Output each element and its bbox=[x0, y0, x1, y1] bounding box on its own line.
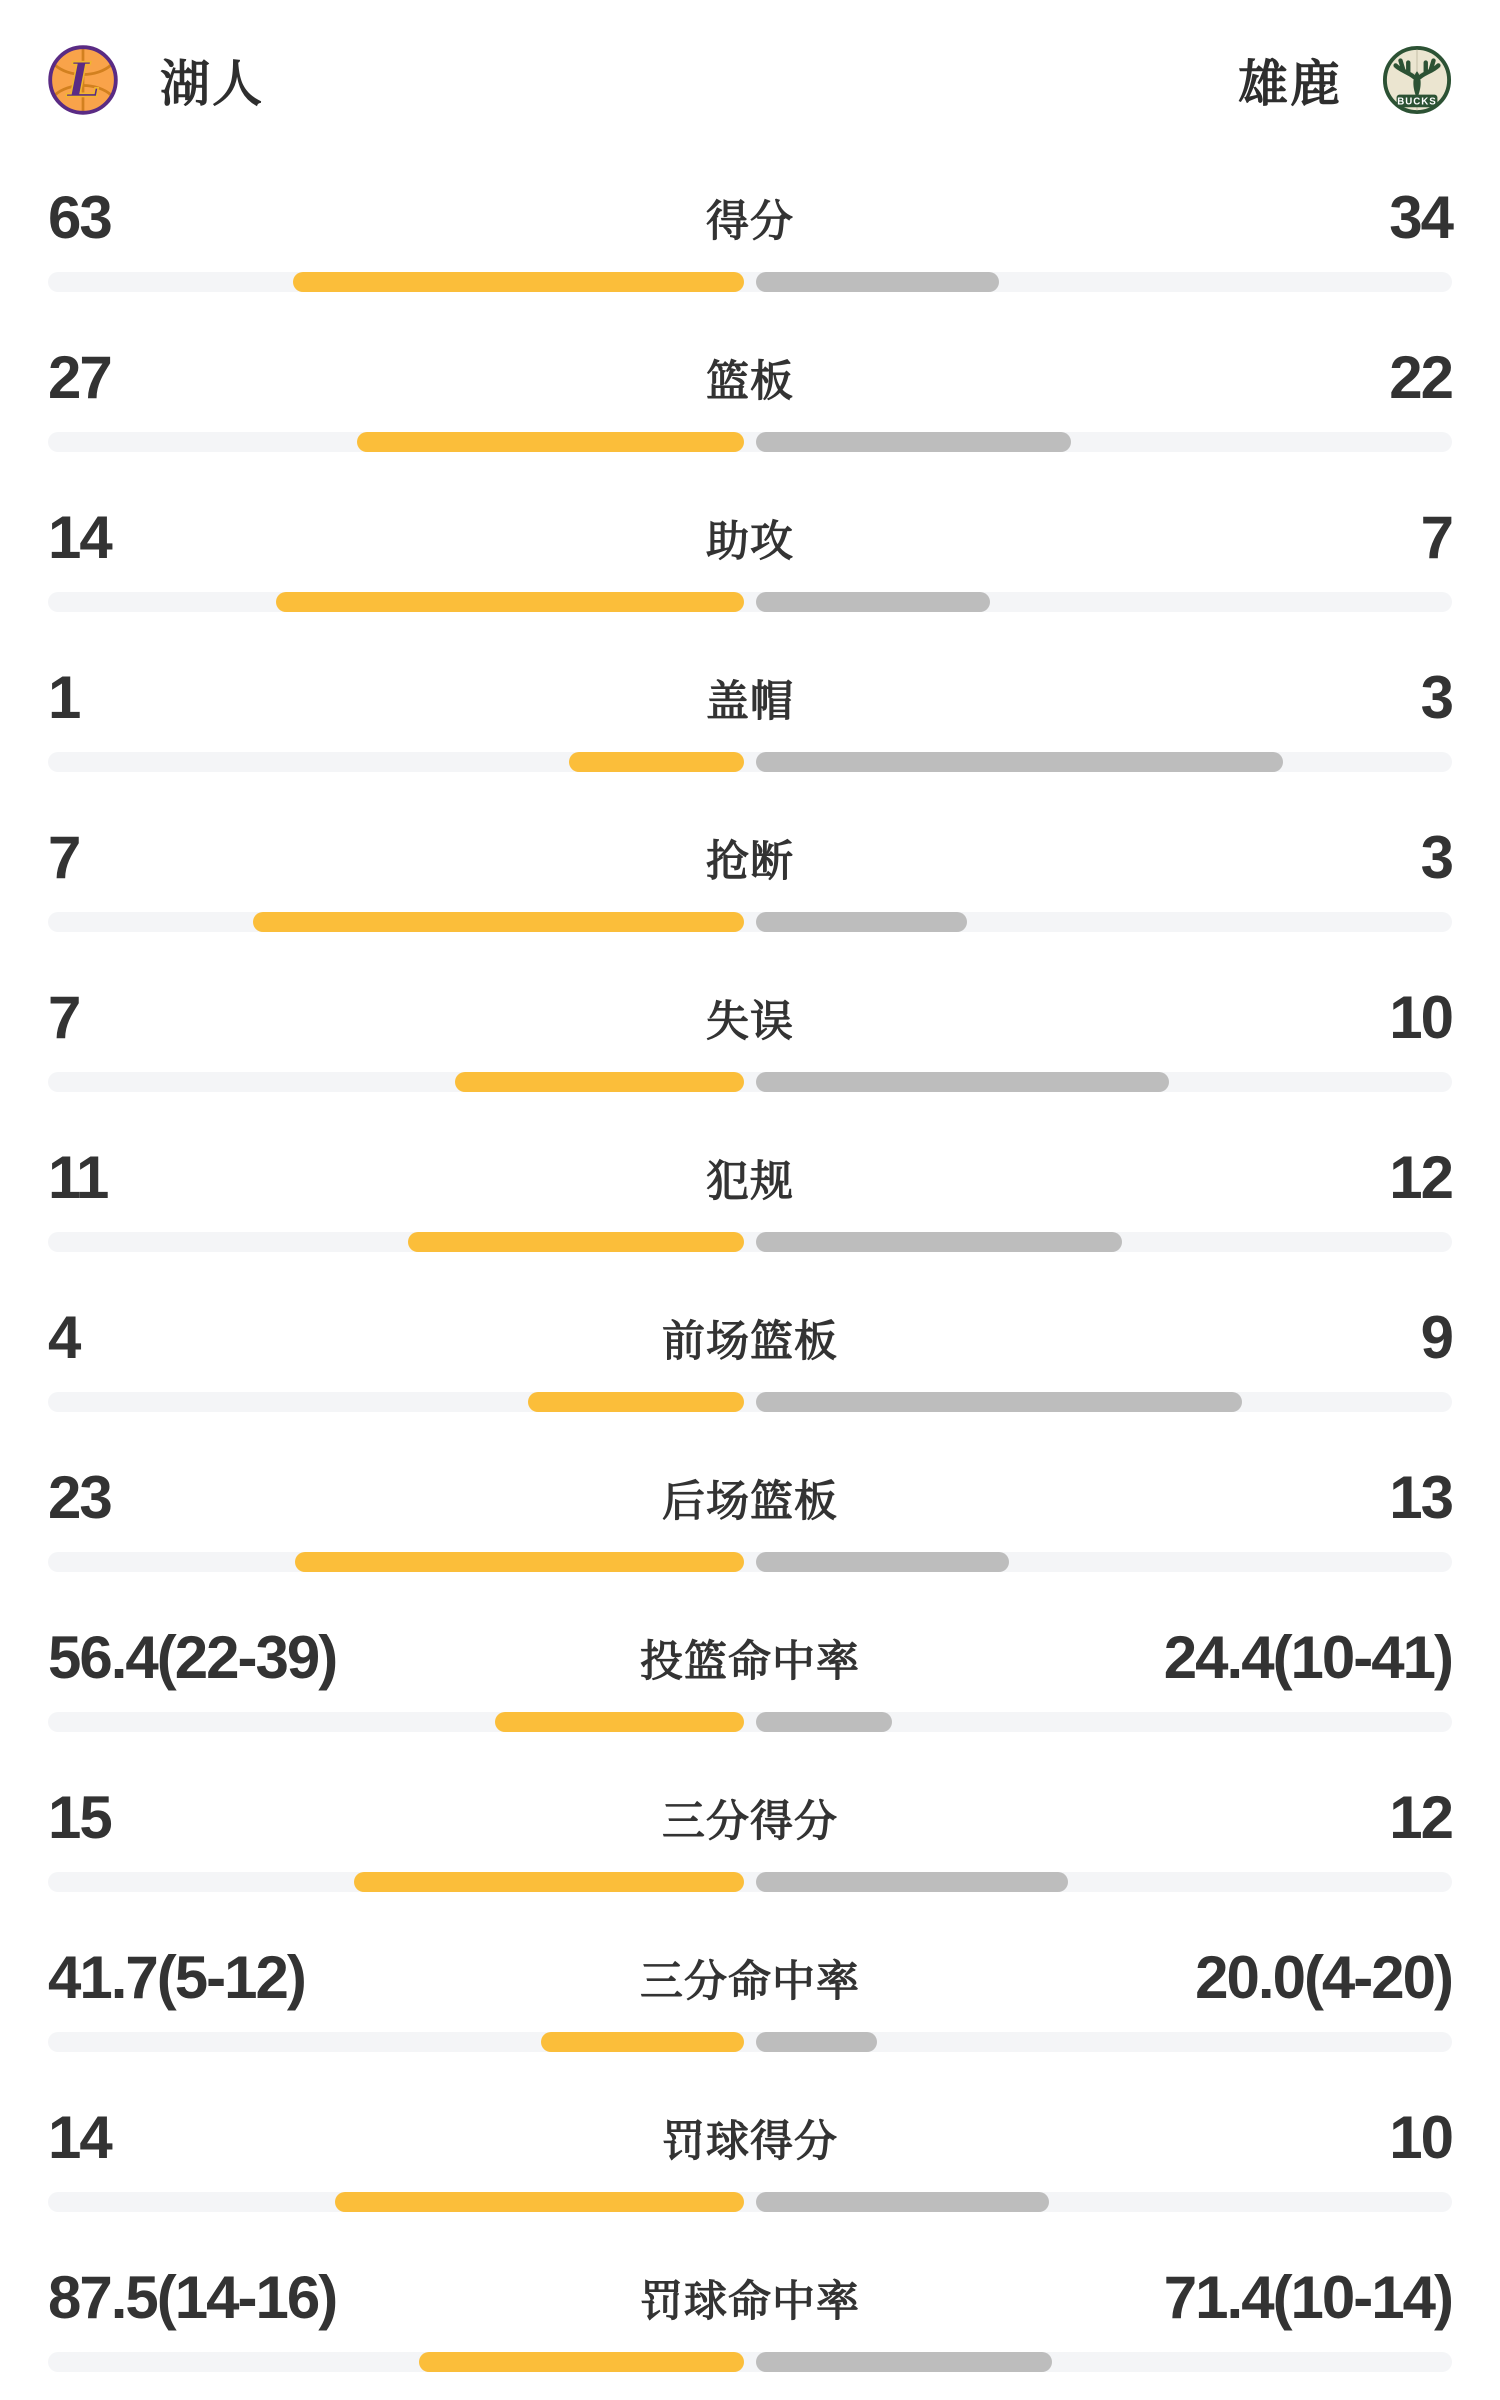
stat-label: 篮板 bbox=[706, 358, 794, 406]
stat-bar-track bbox=[48, 432, 1452, 452]
left-team-bar bbox=[295, 1552, 744, 1572]
left-team-value: 14 bbox=[48, 504, 111, 571]
left-team-bar bbox=[528, 1392, 744, 1412]
right-team-value: 7 bbox=[1420, 504, 1452, 571]
stat-label: 后场篮板 bbox=[662, 1478, 838, 1526]
stat-bar-track bbox=[48, 752, 1452, 772]
right-team-bar bbox=[756, 2032, 877, 2052]
left-team-value: 4 bbox=[48, 1304, 80, 1371]
left-team-bar bbox=[541, 2032, 744, 2052]
left-team-value: 1 bbox=[48, 664, 80, 731]
right-team-bar bbox=[756, 1872, 1068, 1892]
left-team-value: 56.4(22-39) bbox=[48, 1624, 337, 1691]
left-team-value: 14 bbox=[48, 2104, 111, 2171]
right-team-value: 20.0(4-20) bbox=[1195, 1944, 1452, 2011]
right-team-value: 10 bbox=[1389, 2104, 1452, 2171]
right-team-value: 12 bbox=[1389, 1144, 1452, 1211]
right-team-value: 22 bbox=[1389, 344, 1452, 411]
left-team-bar bbox=[354, 1872, 744, 1892]
stat-bar-track bbox=[48, 1872, 1452, 1892]
left-team-bar bbox=[455, 1072, 744, 1092]
stats-list bbox=[48, 150, 1452, 2390]
stat-label: 三分命中率 bbox=[640, 1958, 860, 2006]
right-team-bar bbox=[756, 912, 967, 932]
stat-row-points bbox=[48, 150, 1452, 310]
left-team-bar bbox=[569, 752, 745, 772]
left-team-value: 27 bbox=[48, 344, 111, 411]
left-team-value: 15 bbox=[48, 1784, 111, 1851]
stat-row-defensive-rebounds bbox=[48, 1430, 1452, 1590]
stat-row-field-goal-pct bbox=[48, 1590, 1452, 1750]
right-team-bar bbox=[756, 752, 1283, 772]
stat-row-blocks bbox=[48, 630, 1452, 790]
stat-bar-track bbox=[48, 272, 1452, 292]
stat-bar-track bbox=[48, 1552, 1452, 1572]
team-left-name: 湖人 bbox=[160, 56, 264, 112]
left-team-bar bbox=[276, 592, 744, 612]
right-team-bar bbox=[756, 1552, 1009, 1572]
header bbox=[48, 42, 1452, 118]
team-left bbox=[48, 44, 264, 116]
stat-row-three-point-points bbox=[48, 1750, 1452, 1910]
stat-bar-track bbox=[48, 2352, 1452, 2372]
right-team-value: 13 bbox=[1389, 1464, 1452, 1531]
right-team-value: 10 bbox=[1389, 984, 1452, 1051]
stat-row-fouls bbox=[48, 1110, 1452, 1270]
stat-bar-track bbox=[48, 592, 1452, 612]
team-right bbox=[1238, 44, 1452, 116]
right-team-value: 3 bbox=[1420, 664, 1452, 731]
stat-label: 罚球得分 bbox=[662, 2118, 838, 2166]
stat-label: 助攻 bbox=[706, 518, 794, 566]
right-team-bar bbox=[756, 2352, 1052, 2372]
left-team-value: 7 bbox=[48, 984, 80, 1051]
stat-label: 失误 bbox=[706, 998, 794, 1046]
svg-text:BUCKS: BUCKS bbox=[1397, 96, 1437, 108]
stat-row-rebounds bbox=[48, 310, 1452, 470]
right-team-bar bbox=[756, 1232, 1122, 1252]
stat-label: 三分得分 bbox=[662, 1798, 838, 1846]
bucks-logo-icon bbox=[1382, 45, 1452, 115]
stat-row-three-point-pct bbox=[48, 1910, 1452, 2070]
stat-label: 盖帽 bbox=[706, 678, 794, 726]
left-team-value: 7 bbox=[48, 824, 80, 891]
right-team-value: 9 bbox=[1420, 1304, 1452, 1371]
right-team-bar bbox=[756, 1392, 1242, 1412]
left-team-value: 11 bbox=[48, 1144, 108, 1211]
left-team-bar bbox=[357, 432, 744, 452]
left-team-value: 23 bbox=[48, 1464, 111, 1531]
stat-label: 得分 bbox=[706, 198, 794, 246]
stat-label: 抢断 bbox=[706, 838, 794, 886]
right-team-value: 24.4(10-41) bbox=[1163, 1624, 1452, 1691]
stat-bar-track bbox=[48, 1232, 1452, 1252]
stat-label: 犯规 bbox=[706, 1158, 794, 1206]
left-team-bar bbox=[495, 1712, 744, 1732]
stat-row-assists bbox=[48, 470, 1452, 630]
right-team-bar bbox=[756, 592, 990, 612]
left-team-value: 63 bbox=[48, 184, 111, 251]
stat-bar-track bbox=[48, 912, 1452, 932]
stat-row-free-throw-points bbox=[48, 2070, 1452, 2230]
right-team-bar bbox=[756, 2192, 1049, 2212]
stat-label: 投篮命中率 bbox=[640, 1638, 860, 1686]
svg-text:L: L bbox=[67, 52, 102, 109]
left-team-bar bbox=[293, 272, 744, 292]
left-team-bar bbox=[408, 1232, 744, 1252]
left-team-bar bbox=[335, 2192, 744, 2212]
right-team-value: 12 bbox=[1389, 1784, 1452, 1851]
left-team-value: 87.5(14-16) bbox=[48, 2264, 337, 2331]
right-team-bar bbox=[756, 272, 999, 292]
stat-bar-track bbox=[48, 2032, 1452, 2052]
stat-row-steals bbox=[48, 790, 1452, 950]
left-team-bar bbox=[253, 912, 744, 932]
stat-bar-track bbox=[48, 1392, 1452, 1412]
stat-bar-track bbox=[48, 2192, 1452, 2212]
right-team-value: 71.4(10-14) bbox=[1163, 2264, 1452, 2331]
stat-bar-track bbox=[48, 1072, 1452, 1092]
stat-row-turnovers bbox=[48, 950, 1452, 1110]
stat-label: 罚球命中率 bbox=[640, 2278, 860, 2326]
right-team-bar bbox=[756, 432, 1071, 452]
left-team-bar bbox=[419, 2352, 744, 2372]
stat-row-free-throw-pct bbox=[48, 2230, 1452, 2390]
left-team-value: 41.7(5-12) bbox=[48, 1944, 305, 2011]
stat-label: 前场篮板 bbox=[662, 1318, 838, 1366]
right-team-bar bbox=[756, 1712, 892, 1732]
right-team-value: 3 bbox=[1420, 824, 1452, 891]
right-team-value: 34 bbox=[1389, 184, 1452, 251]
stat-row-offensive-rebounds bbox=[48, 1270, 1452, 1430]
right-team-bar bbox=[756, 1072, 1169, 1092]
lakers-logo-icon bbox=[48, 45, 118, 115]
team-right-name: 雄鹿 bbox=[1238, 56, 1342, 112]
stat-bar-track bbox=[48, 1712, 1452, 1732]
